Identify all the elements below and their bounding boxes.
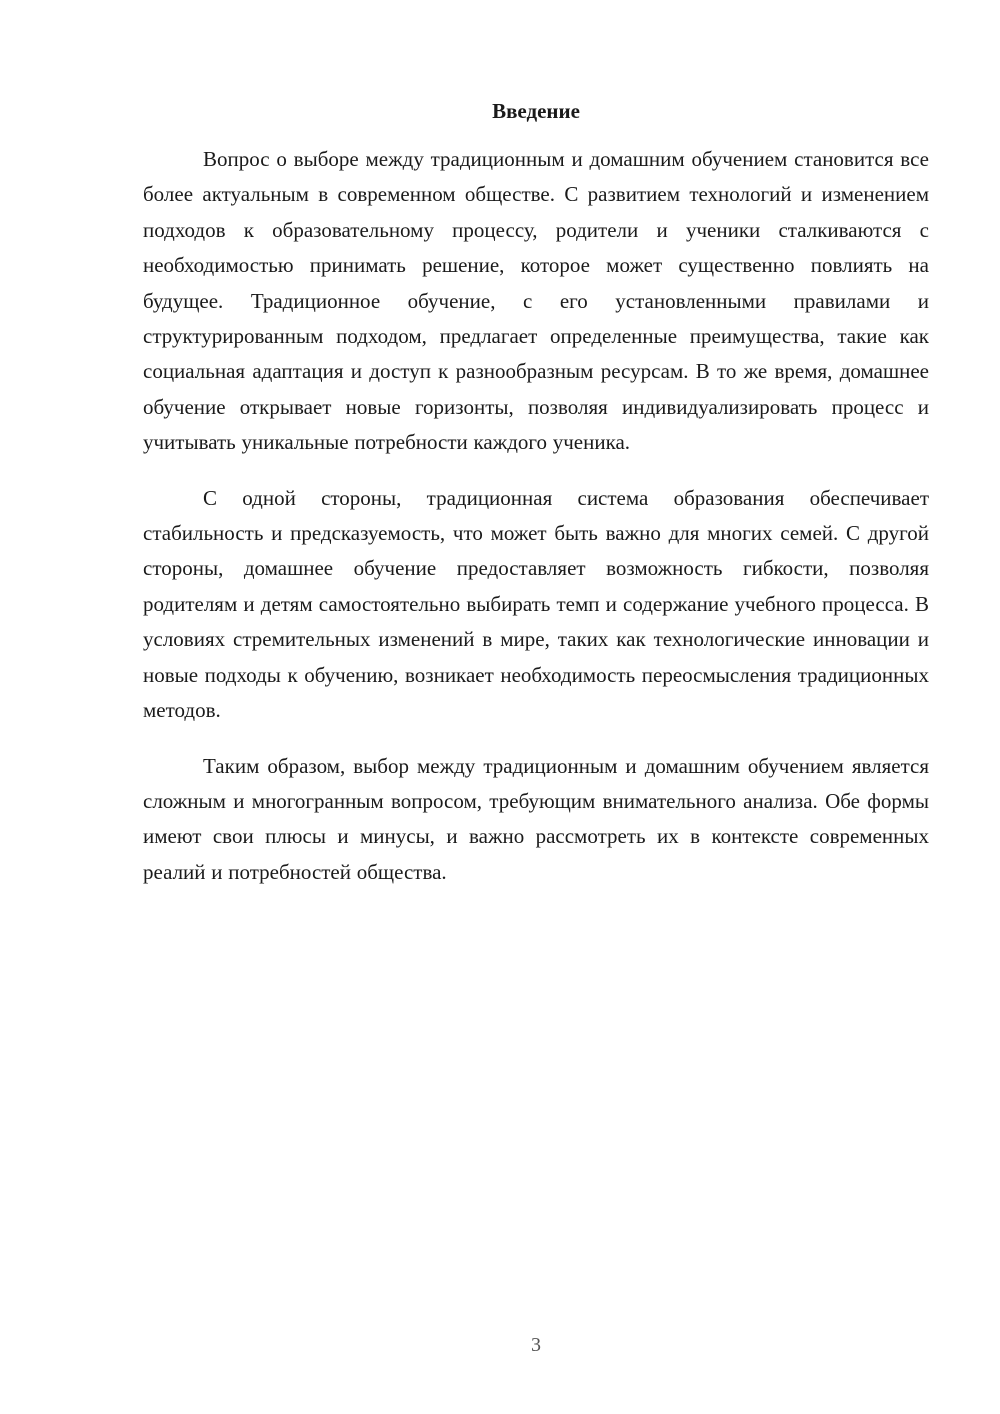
page-number: 3 <box>531 1334 541 1356</box>
paragraph-1: Вопрос о выборе между традиционным и домашним обучением становится все более актуальным в современном обществе. С развитием технологий и изменением подходов к образовательному процессу, родители и ученики сталкиваются с необходимостью принимать решение, которое может существенно повлиять на будущее. Традиционное обучение, с его установленными правилами и структурированным подходом, предлагает определенные преимущества, такие как социальная адаптация и доступ к разнообразным ресурсам. В то же время, домашнее обучение открывает новые горизонты, позволяя индивидуализировать процесс и учитывать уникальные потребности каждого ученика. <box>143 147 929 455</box>
section-heading: Введение <box>492 99 580 123</box>
paragraph-3: Таким образом, выбор между традиционным и домашним обучением является сложным и многогранным вопросом, требующим внимательного анализа. Обе формы имеют свои плюсы и минусы, и важно рассмотреть их в контексте современных реалий и потребностей общества. <box>143 753 929 884</box>
body-text <box>143 142 929 910</box>
paragraph-2: С одной стороны, традиционная система образования обеспечивает стабильность и предсказуемость, что может быть важно для многих семей. С другой стороны, домашнее обучение предоставляет возможность гибкости, позволяя родителям и детям самостоятельно выбирать темп и содержание учебного процесса. В условиях стремительных изменений в мире, таких как технологические инновации и новые подходы к обучению, возникает необходимость переосмысления традиционных методов. <box>143 485 929 723</box>
